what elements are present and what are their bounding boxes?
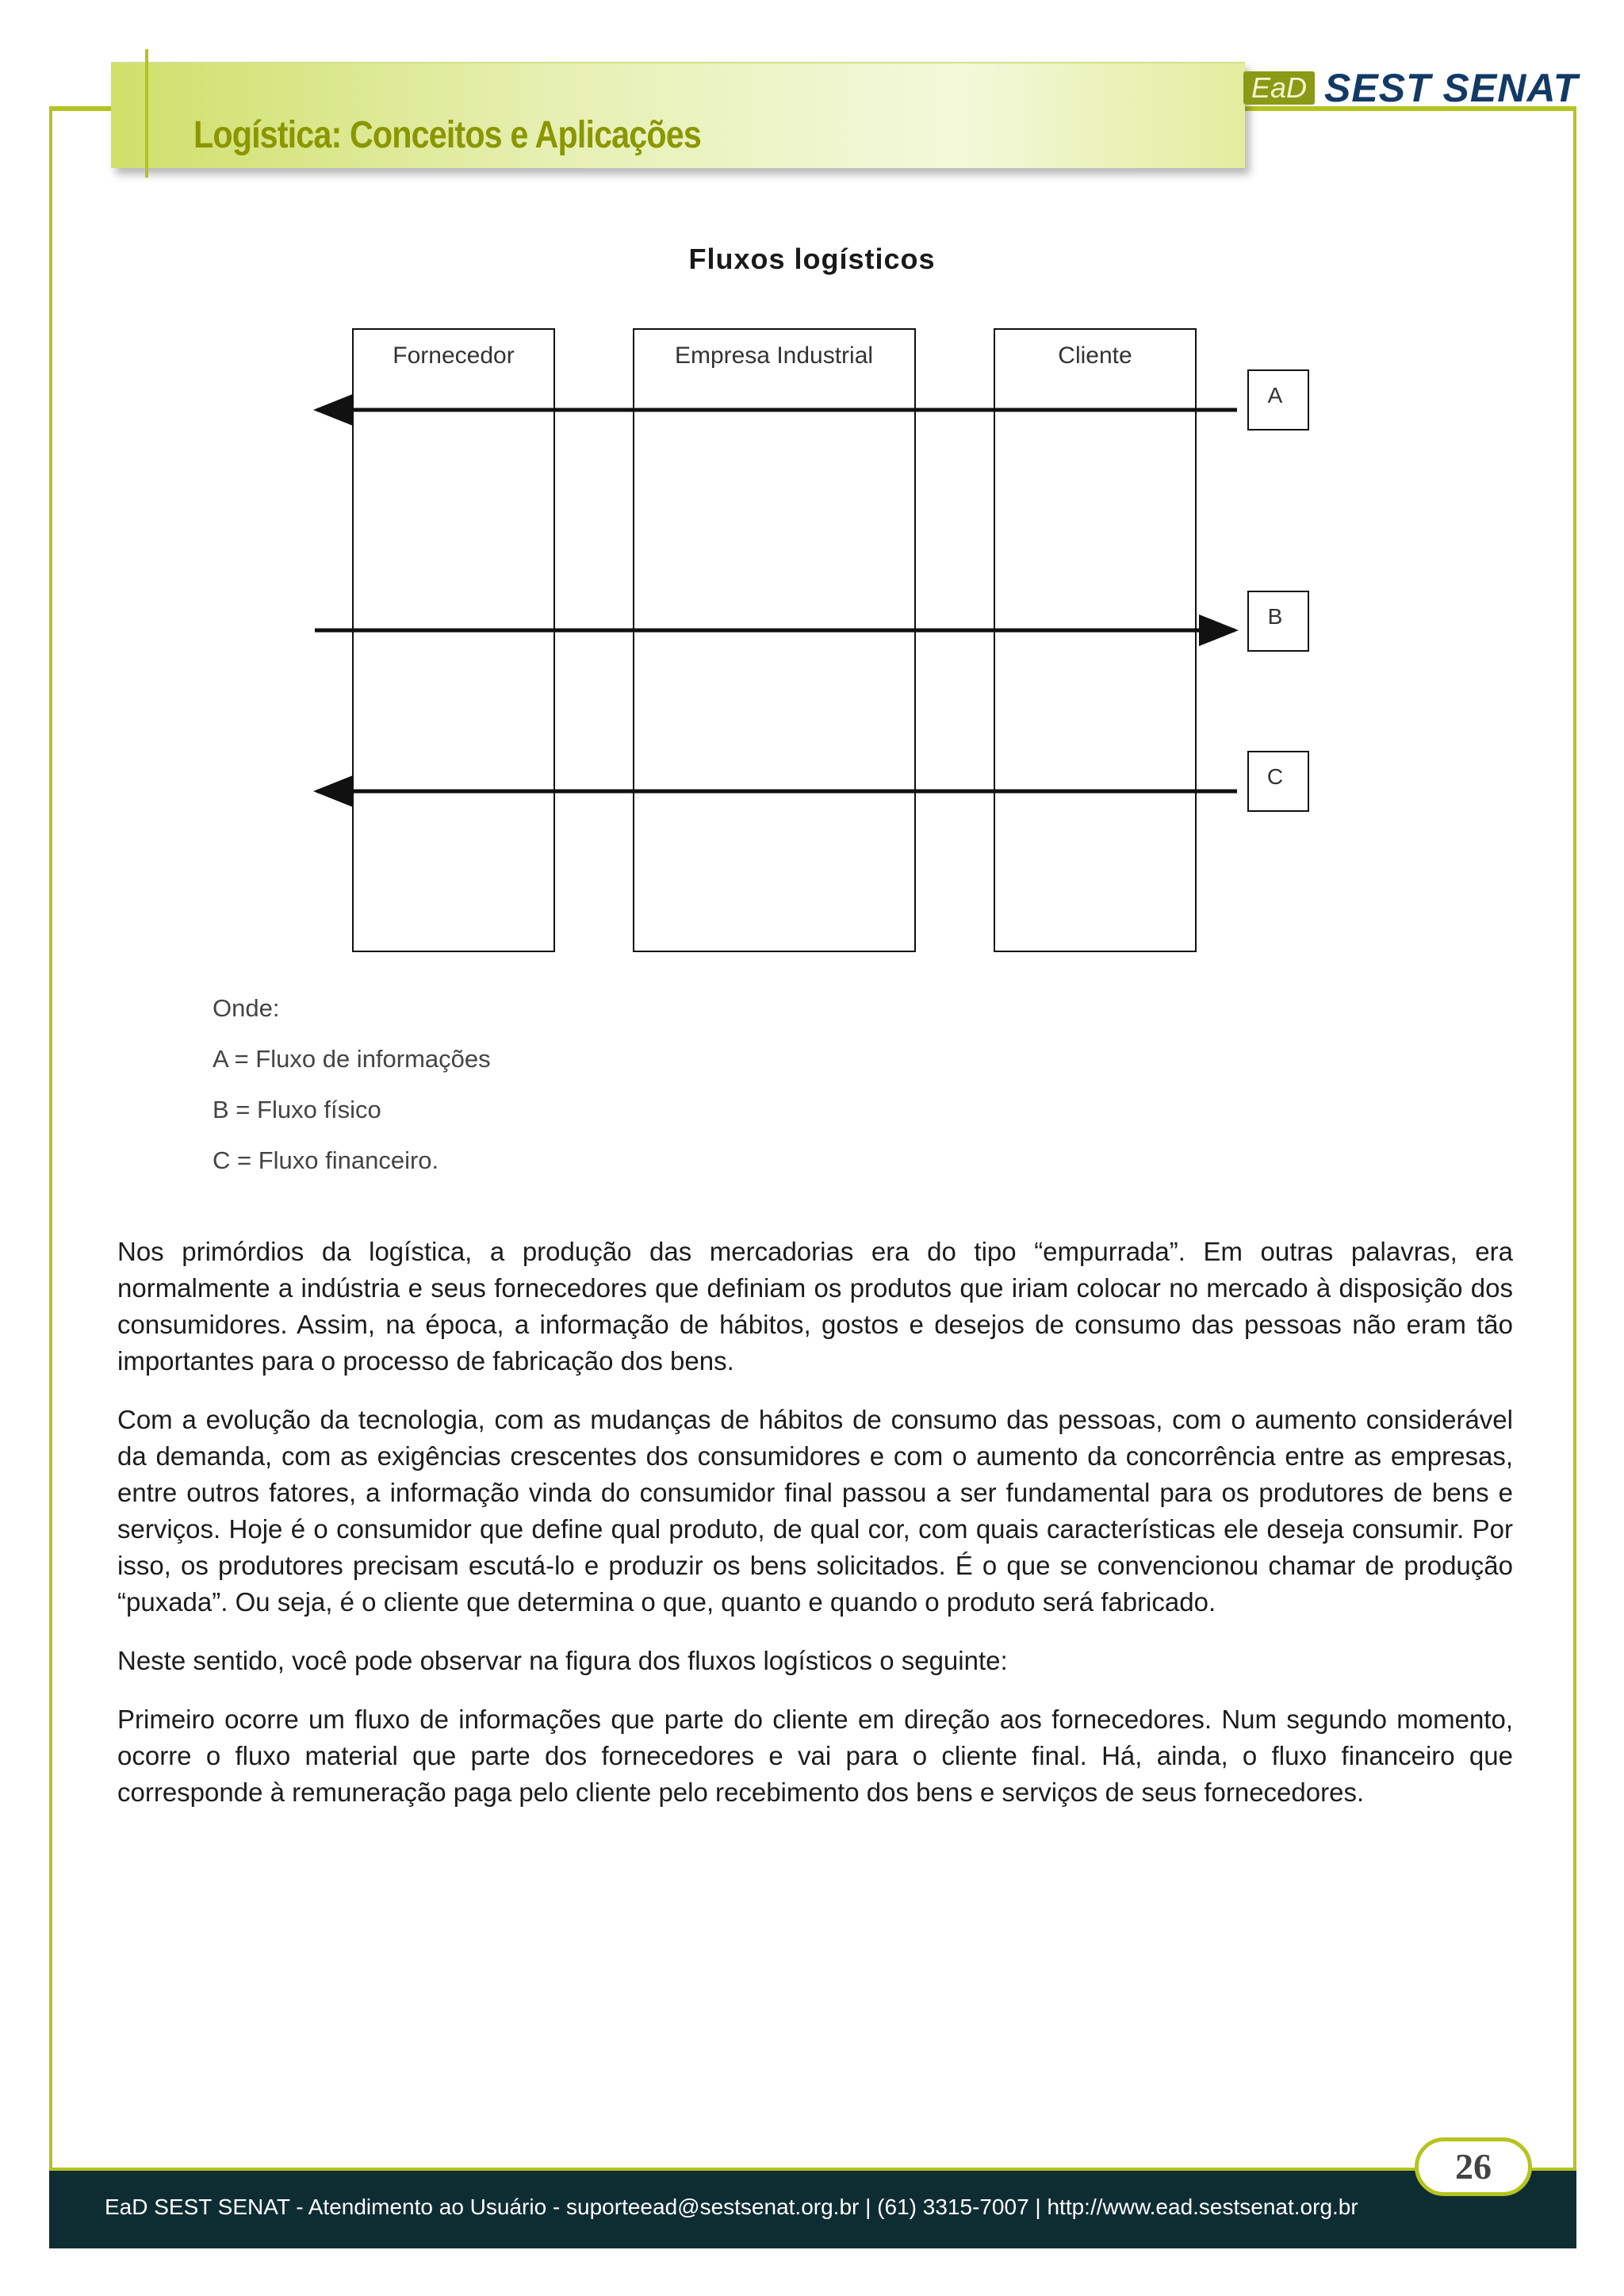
flow-label-b: B xyxy=(1267,604,1283,629)
figure-title: Fluxos logísticos xyxy=(688,243,936,275)
column-label-fornecedor: Fornecedor xyxy=(393,342,515,369)
column-box-fornecedor xyxy=(353,329,554,951)
page-number: 26 xyxy=(1415,2137,1532,2196)
flow-label-c: C xyxy=(1266,764,1284,789)
column-box-empresa-industrial xyxy=(634,329,915,951)
brand-ead-badge: EaD xyxy=(1243,71,1315,105)
legend-item-a: A = Fluxo de informações xyxy=(213,1045,491,1073)
paragraph: Nos primórdios da logística, a produção das mercadorias era do tipo “empurrada”. Em outras palavras, era normalmente a indústria e seus fornecedores que definiam os produtos que iriam colocar no mercado à disposição dos consumidores. Assim, na época, a informação de hábitos, gostos e desejos de consumo das pessoas não eram tão importantes para o processo de fabricação dos bens. xyxy=(117,1237,1513,1376)
paragraph: Com a evolução da tecnologia, com as mudanças de hábitos de consumo das pessoas, com o aumento considerável da demanda, com as exigências crescentes dos consumidores e com o aumento da concorrência entre as empresas, entre outros fatores, a informação vinda do consumidor final passou a ser fundamental para os produtores de bens e serviços. Hoje é o consumidor que define qual produto, de qual cor, com quais características ele deseja consumir. Por isso, os produtores precisam escutá-lo e produzir os bens solicitados. É o que se convencionou chamar de produção “puxada”. Ou seja, é o cliente que determina o que, quanto e quando o produto será fabricado. xyxy=(117,1405,1513,1617)
legend-item-b: B = Fluxo físico xyxy=(213,1096,381,1123)
footer-contact-text: EaD SEST SENAT - Atendimento ao Usuário - suporteead@sestsenat.org.br | (61) 3315-7007 | http://www.ead.sestsenat.org.br xyxy=(105,2195,1358,2219)
body-text xyxy=(117,1234,1513,1833)
column-box-cliente xyxy=(994,329,1196,951)
column-label-cliente: Cliente xyxy=(1058,342,1132,369)
paragraph: Primeiro ocorre um fluxo de informações que parte do cliente em direção aos fornecedores. Num segundo momento, ocorre o fluxo material que parte dos fornecedores e vai para o cliente final. Há, ainda, o fluxo financeiro que corresponde à remuneração paga pelo cliente pelo recebimento dos bens e serviços de seus fornecedores. xyxy=(117,1705,1513,1807)
document-title: Logística: Conceitos e Aplicações xyxy=(193,114,701,156)
legend-heading: Onde: xyxy=(213,994,280,1022)
column-label-empresa-industrial: Empresa Industrial xyxy=(674,342,874,369)
brand-name: SEST SENAT xyxy=(1324,66,1579,110)
footer-bar xyxy=(49,2168,1576,2248)
paragraph: Neste sentido, você pode observar na figura dos fluxos logísticos o seguinte: xyxy=(117,1646,1008,1675)
figure-legend xyxy=(213,991,491,1194)
logistics-flow-diagram xyxy=(0,0,1624,983)
legend-item-c: C = Fluxo financeiro. xyxy=(213,1146,439,1174)
flow-label-a: A xyxy=(1267,383,1283,408)
